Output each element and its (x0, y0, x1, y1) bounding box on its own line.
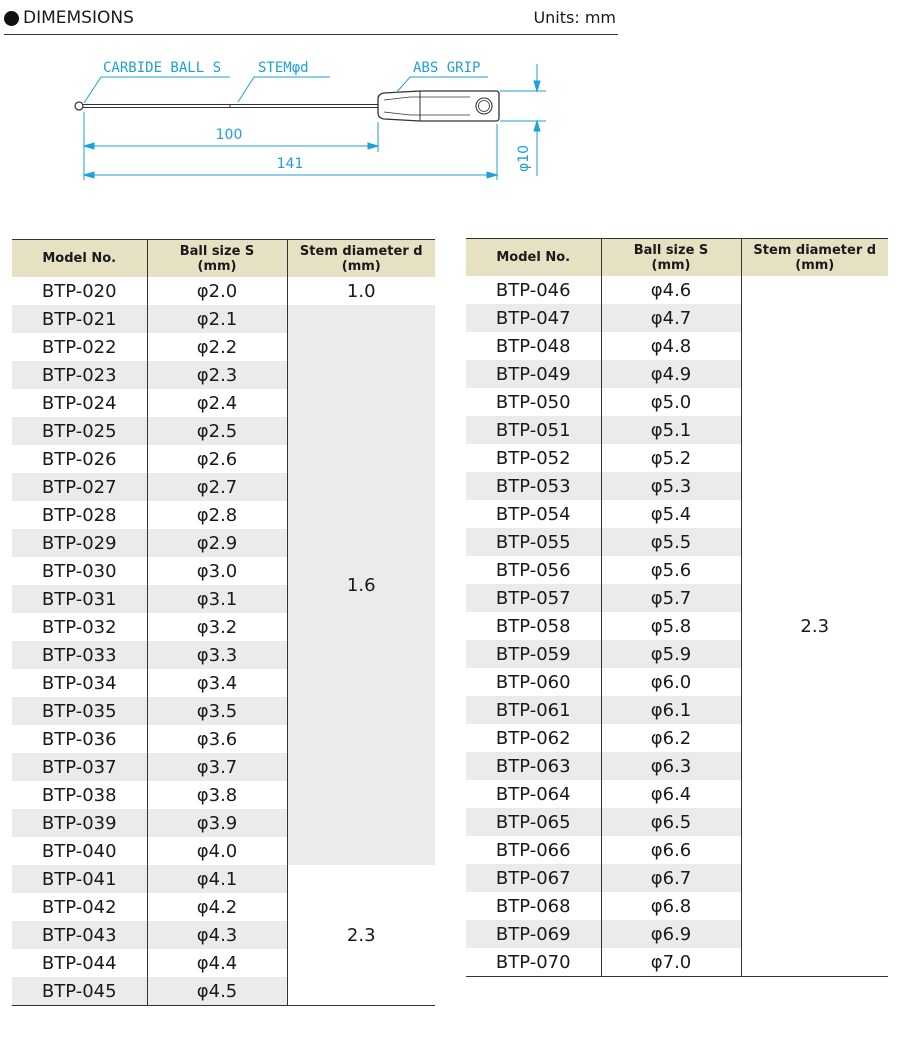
table-row (12, 305, 435, 333)
model-number-cell: BTP-044 (41, 952, 117, 974)
ball-size-cell: φ3.7 (147, 753, 287, 781)
dimension-100-label: 100 (215, 127, 243, 143)
model-number-cell: BTP-065 (466, 808, 601, 836)
ball-size-cell: φ5.9 (601, 640, 741, 668)
model-number-cell: BTP-023 (12, 361, 147, 389)
ball-size-cell: φ4.2 (147, 893, 287, 921)
stem-leader (238, 77, 330, 102)
ball-size-cell: φ3.2 (147, 613, 287, 641)
model-number-cell: BTP-031 (12, 585, 147, 613)
ball-size-cell: φ6.2 (601, 724, 741, 752)
section-header (4, 6, 618, 35)
model-number-cell: BTP-050 (495, 391, 571, 413)
ball-size-cell: φ2.7 (147, 473, 287, 501)
model-number-cell: BTP-068 (495, 895, 571, 917)
stem-diameter-cell: 1.6 (287, 305, 435, 865)
header-stem-diameter: Stem diameter d (mm) (741, 239, 888, 277)
dimension-diameter-label: φ10 (516, 144, 532, 172)
model-number-cell: BTP-034 (41, 672, 117, 694)
table-row (12, 277, 435, 305)
model-number-cell: BTP-025 (12, 417, 147, 445)
abs-grip (378, 91, 499, 121)
carbide-ball (75, 102, 83, 110)
ball-size-cell: φ6.1 (601, 696, 741, 724)
ball-size-cell: φ5.0 (601, 388, 741, 416)
stem-diameter-cell: 2.3 (741, 276, 888, 977)
ball-size-cell: φ4.0 (147, 837, 287, 865)
dimension-100 (84, 143, 378, 149)
model-number-cell: BTP-060 (495, 671, 571, 693)
model-number-cell: BTP-057 (466, 584, 601, 612)
model-number-cell: BTP-061 (466, 696, 601, 724)
header-stem-diameter: Stem diameter d (mm) (287, 240, 435, 278)
ball-size-cell: φ7.0 (601, 948, 741, 977)
stem (83, 105, 378, 108)
ball-size-cell: φ5.3 (601, 472, 741, 500)
ball-leader (84, 77, 230, 103)
ball-size-cell: φ4.5 (147, 977, 287, 1006)
ball-size-cell: φ2.4 (147, 389, 287, 417)
probe-dimension-diagram (0, 40, 560, 190)
header-model: Model No. (12, 240, 147, 278)
table-row (466, 276, 888, 304)
ball-size-cell: φ5.4 (601, 500, 741, 528)
ball-size-cell: φ3.4 (147, 669, 287, 697)
stem-label: STEMφd (258, 60, 309, 76)
model-number-cell: BTP-056 (495, 559, 571, 581)
ball-size-cell: φ6.0 (601, 668, 741, 696)
model-number-cell: BTP-049 (466, 360, 601, 388)
stem-diameter-cell: 2.3 (287, 865, 435, 1006)
ball-size-cell: φ3.0 (147, 557, 287, 585)
model-number-cell: BTP-024 (41, 392, 117, 414)
table-body (12, 277, 435, 1006)
table-header-row (466, 239, 888, 277)
ball-size-cell: φ6.4 (601, 780, 741, 808)
model-number-cell: BTP-039 (12, 809, 147, 837)
header-ball-size: Ball size S (mm) (601, 239, 741, 277)
model-number-cell: BTP-064 (495, 783, 571, 805)
model-number-cell: BTP-026 (41, 448, 117, 470)
grip-label: ABS GRIP (413, 60, 481, 76)
ball-size-cell: φ3.1 (147, 585, 287, 613)
ball-size-cell: φ4.9 (601, 360, 741, 388)
ball-label: CARBIDE BALL S (103, 60, 222, 76)
ball-size-cell: φ4.8 (601, 332, 741, 360)
ball-size-cell: φ4.3 (147, 921, 287, 949)
ball-size-cell: φ6.8 (601, 892, 741, 920)
model-number-cell: BTP-059 (466, 640, 601, 668)
ball-size-cell: φ2.5 (147, 417, 287, 445)
header-model: Model No. (466, 239, 601, 277)
dimension-diameter (534, 64, 540, 176)
model-number-cell: BTP-062 (495, 727, 571, 749)
model-number-cell: BTP-041 (12, 865, 147, 893)
model-number-cell: BTP-030 (41, 560, 117, 582)
model-number-cell: BTP-052 (495, 447, 571, 469)
model-number-cell: BTP-029 (12, 529, 147, 557)
model-number-cell: BTP-033 (12, 641, 147, 669)
ball-size-cell: φ2.2 (147, 333, 287, 361)
model-number-cell: BTP-036 (41, 728, 117, 750)
model-number-cell: BTP-054 (495, 503, 571, 525)
ball-size-cell: φ6.5 (601, 808, 741, 836)
ball-size-cell: φ5.2 (601, 444, 741, 472)
model-number-cell: BTP-045 (12, 977, 147, 1006)
ball-size-cell: φ3.3 (147, 641, 287, 669)
spec-table-right (466, 238, 888, 977)
model-number-cell: BTP-020 (41, 280, 117, 302)
model-number-cell: BTP-066 (495, 839, 571, 861)
ball-size-cell: φ3.9 (147, 809, 287, 837)
model-number-cell: BTP-038 (41, 784, 117, 806)
model-number-cell: BTP-042 (41, 896, 117, 918)
header-ball-size: Ball size S (mm) (147, 240, 287, 278)
ball-size-cell: φ2.9 (147, 529, 287, 557)
model-number-cell: BTP-063 (466, 752, 601, 780)
model-number-cell: BTP-035 (12, 697, 147, 725)
ball-size-cell: φ2.8 (147, 501, 287, 529)
ball-size-cell: φ6.7 (601, 864, 741, 892)
model-number-cell: BTP-043 (12, 921, 147, 949)
dimension-141-label: 141 (276, 156, 304, 172)
table-header-row (12, 240, 435, 278)
model-number-cell: BTP-021 (12, 305, 147, 333)
dimension-141 (84, 172, 497, 178)
ball-size-cell: φ5.6 (601, 556, 741, 584)
ball-size-cell: φ4.7 (601, 304, 741, 332)
ball-size-cell: φ5.8 (601, 612, 741, 640)
model-number-cell: BTP-055 (466, 528, 601, 556)
ball-size-cell: φ4.4 (147, 949, 287, 977)
model-number-cell: BTP-022 (41, 336, 117, 358)
model-number-cell: BTP-028 (41, 504, 117, 526)
ball-size-cell: φ5.7 (601, 584, 741, 612)
model-number-cell: BTP-070 (466, 948, 601, 977)
model-number-cell: BTP-047 (466, 304, 601, 332)
model-number-cell: BTP-046 (495, 279, 571, 301)
table-body (466, 276, 888, 977)
ball-size-cell: φ6.3 (601, 752, 741, 780)
ball-size-cell: φ3.8 (147, 781, 287, 809)
table-row (12, 865, 435, 893)
model-number-cell: BTP-040 (41, 840, 117, 862)
ball-size-cell: φ2.1 (147, 305, 287, 333)
model-number-cell: BTP-058 (495, 615, 571, 637)
ball-size-cell: φ4.1 (147, 865, 287, 893)
model-number-cell: BTP-051 (466, 416, 601, 444)
ball-size-cell: φ2.6 (147, 445, 287, 473)
bullet-icon (4, 11, 19, 26)
model-number-cell: BTP-032 (41, 616, 117, 638)
model-number-cell: BTP-069 (466, 920, 601, 948)
ball-size-cell: φ6.6 (601, 836, 741, 864)
ball-size-cell: φ6.9 (601, 920, 741, 948)
ball-size-cell: φ2.3 (147, 361, 287, 389)
units-label: Units: mm (533, 8, 616, 27)
ball-size-cell: φ3.6 (147, 725, 287, 753)
stem-diameter-cell: 1.0 (287, 277, 435, 305)
ball-size-cell: φ3.5 (147, 697, 287, 725)
spec-table-left (12, 239, 435, 1006)
ball-size-cell: φ5.1 (601, 416, 741, 444)
section-title: DIMEMSIONS (23, 8, 134, 28)
model-number-cell: BTP-037 (12, 753, 147, 781)
ball-size-cell: φ2.0 (147, 277, 287, 305)
model-number-cell: BTP-067 (466, 864, 601, 892)
model-number-cell: BTP-053 (466, 472, 601, 500)
ball-size-cell: φ5.5 (601, 528, 741, 556)
model-number-cell: BTP-027 (12, 473, 147, 501)
ball-size-cell: φ4.6 (601, 276, 741, 304)
model-number-cell: BTP-048 (495, 335, 571, 357)
